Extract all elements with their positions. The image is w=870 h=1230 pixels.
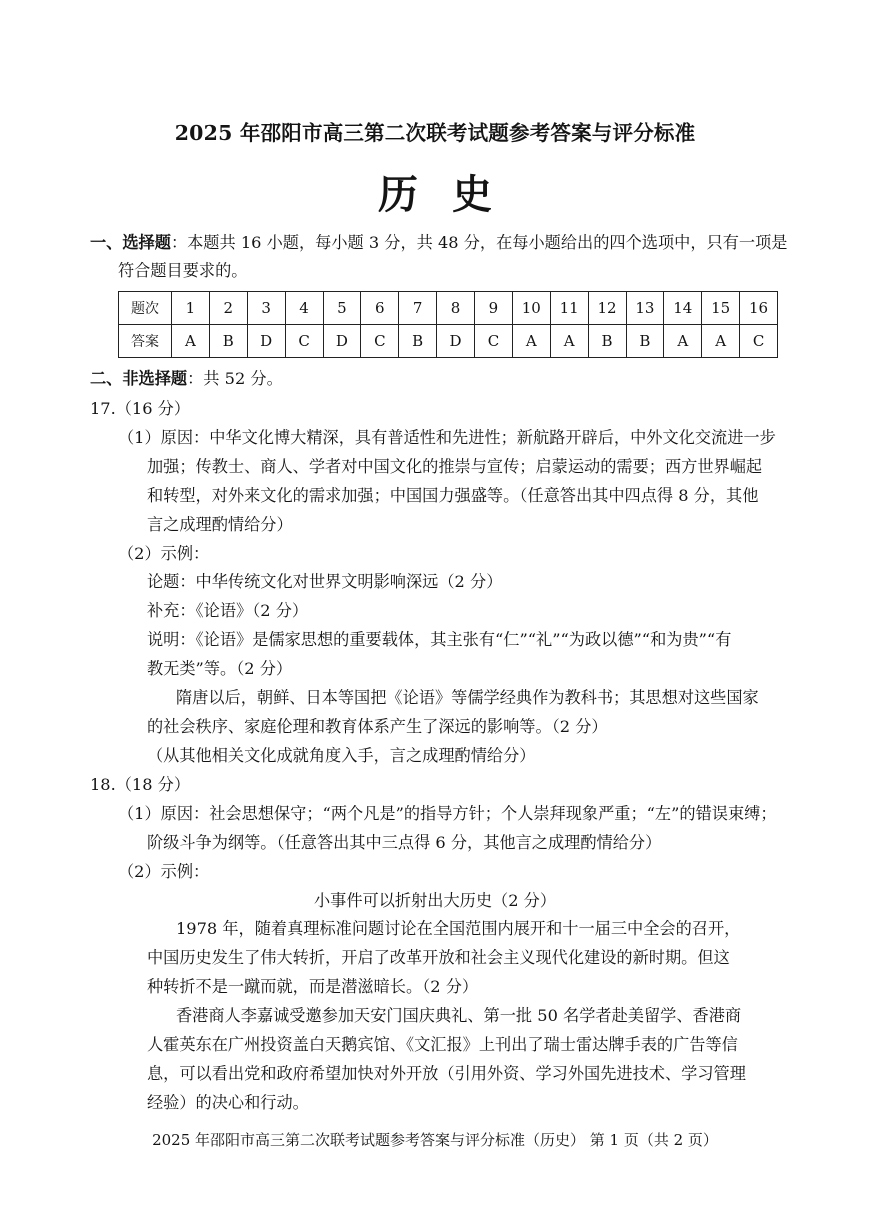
q18-example-label: （2）示例： bbox=[118, 862, 210, 881]
table-row-label: 题次 bbox=[119, 292, 172, 325]
table-row-numbers bbox=[119, 292, 778, 325]
question-number: 3 bbox=[247, 292, 285, 325]
q18-essay-line: 息，可以看出党和政府希望加快对外开放（引用外资、学习外国先进技术、学习管理 bbox=[147, 1064, 746, 1083]
q17-answer-line: 加强；传教士、商人、学者对中国文化的推崇与宣传；启蒙运动的需要；西方世界崛起 bbox=[147, 457, 763, 476]
question-number: 16 bbox=[740, 292, 778, 325]
table-row-label: 答案 bbox=[119, 325, 172, 358]
section2-text: ：共 52 分。 bbox=[187, 369, 283, 388]
subject-char: 历 bbox=[378, 171, 418, 218]
answer-cell: D bbox=[247, 325, 285, 358]
answer-cell: D bbox=[323, 325, 361, 358]
section2-intro bbox=[90, 364, 283, 394]
answer-cell: C bbox=[285, 325, 323, 358]
q17-example-label: （2）示例： bbox=[118, 544, 210, 563]
question-number: 7 bbox=[399, 292, 437, 325]
q18-essay-line: 香港商人李嘉诚受邀参加天安门国庆典礼、第一批 50 名学者赴美留学、香港商 bbox=[176, 1006, 742, 1025]
q18-label: 18.（18 分） bbox=[90, 775, 191, 794]
q18-essay-line: 人霍英东在广州投资盖白天鹅宾馆、《文汇报》上刊出了瑞士雷达牌手表的广告等信 bbox=[147, 1035, 738, 1054]
q17-example-line: 补充：《论语》（2 分） bbox=[147, 601, 309, 620]
q18-essay-line: 种转折不是一蹴而就，而是潜滋暗长。（2 分） bbox=[147, 977, 479, 996]
page-footer: 2025 年邵阳市高三第二次联考试题参考答案与评分标准（历史） 第 1 页（共 2 页） bbox=[152, 1131, 718, 1149]
subject-char: 史 bbox=[452, 171, 492, 218]
question-number: 2 bbox=[209, 292, 247, 325]
q18-answer-line: 阶级斗争为纲等。（任意答出其中三点得 6 分，其他言之成理酌情给分） bbox=[147, 833, 662, 852]
answer-cell: B bbox=[626, 325, 664, 358]
question-number: 11 bbox=[550, 292, 588, 325]
q18-essay-line: 1978 年，随着真理标准问题讨论在全国范围内展开和十一届三中全会的召开， bbox=[176, 919, 741, 938]
question-number: 8 bbox=[437, 292, 475, 325]
answer-cell: A bbox=[512, 325, 550, 358]
question-number: 1 bbox=[172, 292, 210, 325]
answer-cell: A bbox=[664, 325, 702, 358]
question-number: 4 bbox=[285, 292, 323, 325]
section1-text: ：本题共 16 小题，每小题 3 分，共 48 分，在每小题给出的四个选项中，只有一项是 bbox=[170, 233, 788, 252]
subject-title bbox=[0, 163, 870, 220]
question-number: 5 bbox=[323, 292, 361, 325]
answer-cell: C bbox=[361, 325, 399, 358]
section1-intro bbox=[90, 228, 788, 258]
q18-essay-line: 经验）的决心和行动。 bbox=[147, 1093, 309, 1112]
answer-cell: B bbox=[588, 325, 626, 358]
answer-cell: A bbox=[550, 325, 588, 358]
answer-cell: A bbox=[172, 325, 210, 358]
question-number: 9 bbox=[475, 292, 513, 325]
q17-example-line: 隋唐以后，朝鲜、日本等国把《论语》等儒学经典作为教科书；其思想对这些国家 bbox=[176, 688, 759, 707]
question-number: 14 bbox=[664, 292, 702, 325]
section2-heading: 二、非选择题 bbox=[90, 369, 188, 388]
question-number: 12 bbox=[588, 292, 626, 325]
q18-answer-line: （1）原因：社会思想保守；“两个凡是”的指导方针；个人崇拜现象严重；“左”的错误束缚； bbox=[118, 804, 777, 823]
answer-cell: B bbox=[399, 325, 437, 358]
question-number: 10 bbox=[512, 292, 550, 325]
table-row-answers bbox=[119, 325, 778, 358]
q18-essay-title: 小事件可以折射出大历史（2 分） bbox=[313, 891, 557, 910]
question-number: 6 bbox=[361, 292, 399, 325]
section1-text-cont: 符合题目要求的。 bbox=[118, 261, 248, 280]
answer-cell: B bbox=[209, 325, 247, 358]
answer-table bbox=[118, 291, 778, 358]
q18-essay-line: 中国历史发生了伟大转折，开启了改革开放和社会主义现代化建设的新时期。但这 bbox=[147, 948, 730, 967]
question-number: 13 bbox=[626, 292, 664, 325]
q17-example-line: 论题：中华传统文化对世界文明影响深远（2 分） bbox=[147, 572, 503, 591]
answer-cell: A bbox=[702, 325, 740, 358]
q17-example-line: 说明：《论语》是儒家思想的重要载体，其主张有“仁”“礼”“为政以德”“和为贵”“有 bbox=[147, 630, 732, 649]
document-title: 2025 年邵阳市高三第二次联考试题参考答案与评分标准 bbox=[174, 121, 696, 145]
q17-answer-line: 言之成理酌情给分） bbox=[147, 515, 293, 534]
answer-cell: C bbox=[740, 325, 778, 358]
section1-heading: 一、选择题 bbox=[90, 233, 171, 252]
q17-label: 17.（16 分） bbox=[90, 399, 191, 418]
answer-cell: C bbox=[475, 325, 513, 358]
q17-answer-line: （1）原因：中华文化博大精深，具有普适性和先进性；新航路开辟后，中外文化交流进一步 bbox=[118, 428, 776, 447]
answer-cell: D bbox=[437, 325, 475, 358]
q17-example-line: 教无类”等。（2 分） bbox=[147, 659, 293, 678]
question-number: 15 bbox=[702, 292, 740, 325]
q17-example-line: 的社会秩序、家庭伦理和教育体系产生了深远的影响等。（2 分） bbox=[147, 717, 608, 736]
q17-answer-line: 和转型，对外来文化的需求加强；中国国力强盛等。（任意答出其中四点得 8 分，其他 bbox=[147, 486, 759, 505]
q17-example-note: （从其他相关文化成就角度入手，言之成理酌情给分） bbox=[147, 746, 536, 765]
